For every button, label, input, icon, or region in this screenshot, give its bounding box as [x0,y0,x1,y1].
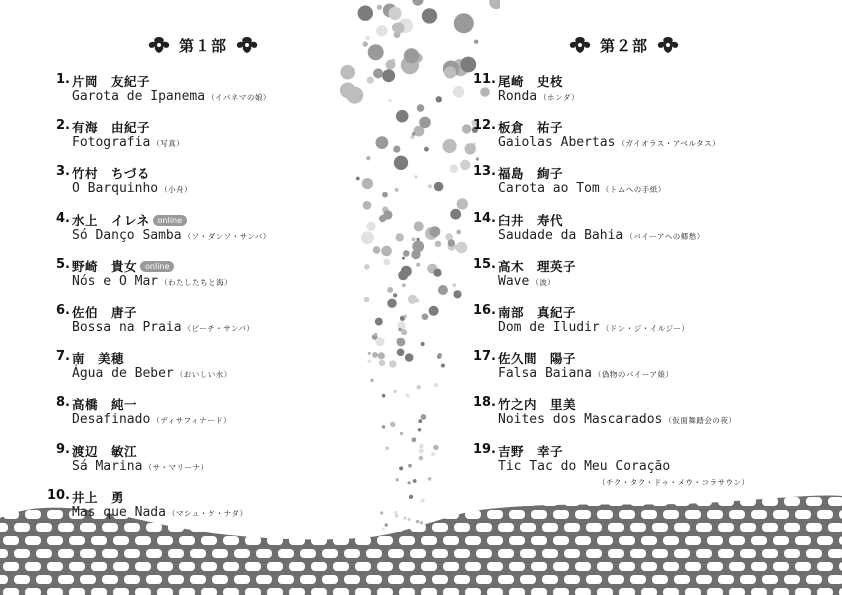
bubble [433,269,441,277]
part-1-title-text: 第１部 [179,36,228,55]
song-translation: （マシュ・ケ・ナダ） [167,508,248,518]
bubble [419,456,424,461]
entry-number: 9. [56,441,70,457]
program-entry [468,211,838,251]
song-translation: （トムへの手紙） [601,185,666,195]
song-title-text: Fotografia [72,135,151,151]
song-title [72,228,271,243]
performer-name-text: 佐久間 陽子 [498,351,577,367]
performer-name [72,164,150,182]
bubble [386,60,396,70]
song-translation: （ディサフィナード） [152,416,232,426]
song-title-text: Garota de Ipanema [72,89,206,104]
program-entry [42,488,412,528]
performer-name [72,349,124,367]
bubble [450,209,461,220]
performer-name-text: 井上 勇 [72,489,125,505]
song-title-text: Carota ao Tom [498,181,600,197]
song-title [498,366,674,381]
program-entry [468,441,838,487]
bubble [448,239,455,246]
entry-number: 3. [56,164,70,180]
online-badge: online [140,261,174,272]
performer-name [498,395,576,413]
bubble [414,175,418,179]
bubble [443,139,457,153]
entry-number: 19. [472,441,496,457]
program-entry [42,303,412,343]
entry-number: 11. [472,72,496,87]
performer-name-text: 尾崎 史枝 [498,74,564,89]
song-title [72,181,192,196]
bubble [424,147,429,152]
entry-number: 10. [46,487,70,503]
song-translation: （わたしたちと海） [160,277,233,287]
entry-number: 4. [56,210,70,226]
entry-number: 16. [472,303,496,318]
bubble [417,385,421,389]
song-title [498,320,690,335]
entry-number: 7. [56,349,70,365]
song-translation: （小舟） [160,185,193,195]
program-entry [42,257,412,297]
song-translation: （ビーチ・サンバ） [183,324,255,333]
bubble [444,66,456,78]
song-title [498,181,666,196]
song-title [72,135,184,150]
program-entry [42,442,412,482]
bubble [430,226,441,237]
song-title [498,412,736,427]
bubble [418,419,422,423]
song-title-text: Sá Marina [72,458,143,474]
entry-number: 8. [56,395,70,411]
ornament-icon [233,35,261,55]
song-title [72,89,271,104]
bubble [389,7,402,20]
entry-number: 13. [472,164,496,180]
bubble [416,263,420,267]
program-entry [468,72,838,112]
bubble [421,342,425,346]
part-1-title [145,34,261,56]
bubble [417,104,425,112]
program-entry [468,164,838,204]
song-title-text: Falsa Baiana [498,366,592,382]
song-translation: （仮面舞踏会の夜） [664,416,737,426]
performer-name [498,72,563,90]
entry-number: 18. [472,395,496,411]
bubble [365,36,370,41]
bubble [412,237,416,241]
bubble [457,198,468,209]
song-translation: （ホンダ） [539,93,580,102]
entry-number: 15. [472,256,496,272]
song-title-text: Tic Tac do Meu Coração [498,458,671,474]
song-title-text: Desafinado [72,412,151,428]
performer-name-text: 竹村 ちづる [72,166,150,182]
entry-number: 1. [56,72,70,87]
performer-name-text: 野崎 貴女 [72,258,138,274]
song-title [498,228,705,243]
song-title [498,89,579,104]
bubble [412,0,423,6]
performer-name [498,442,563,460]
performer-name [498,349,576,367]
bubble [438,285,448,295]
entry-number: 5. [56,256,70,272]
bubble [434,383,439,388]
song-translation: （写真） [152,139,185,149]
program-entry [468,349,838,389]
performer-name-text: 高木 理英子 [498,258,577,274]
song-title-text: Mas que Nada [72,504,166,520]
bubble [436,96,442,102]
performer-name-text: 南 美穂 [72,351,125,367]
song-title [72,320,254,335]
bubble [441,364,445,368]
entry-number: 6. [56,303,70,318]
song-title-text: Saudade da Bahia [498,227,624,243]
performer-name [72,303,137,321]
song-title-text: Gaiolas Abertas [498,135,616,151]
bubble [433,445,438,450]
bubble [452,283,456,287]
bubble [414,221,424,231]
program-entry [42,118,412,158]
bubble [434,182,444,192]
program-entry [42,72,412,112]
performer-name [498,303,576,321]
performer-name [72,72,150,90]
bubble [376,25,387,36]
performer-name [72,211,187,229]
bubble [454,13,474,33]
bubble [377,5,382,10]
performer-name [498,211,563,229]
performer-name-text: 有海 由紀子 [72,120,151,136]
bubble [403,250,410,257]
performer-name-text: 片岡 友紀子 [72,74,151,89]
bubble [419,117,431,129]
entry-number: 17. [472,349,496,365]
song-title [498,459,670,474]
performer-name-text: 佐伯 唐子 [72,305,138,320]
bubble [404,48,419,63]
bubble [438,353,442,357]
performer-name [498,164,563,182]
song-translation: （偽物のバイーア娘） [593,370,674,380]
program-entry [42,164,412,204]
bubble [435,241,441,247]
program-entry [42,395,412,435]
program-entry [42,211,412,251]
bubble [419,444,424,449]
bubble [368,44,384,60]
bubble [394,390,397,393]
performer-name [72,118,150,136]
bubble [392,23,401,32]
program-entry [468,395,838,435]
program-entry [468,118,838,158]
entry-number: 12. [472,118,496,134]
song-title [72,366,232,381]
song-translation: （チク・タク・ドゥ・メウ・コラサウン） [598,477,750,487]
song-translation: （バイーアへの郷愁） [625,231,705,241]
online-badge: online [153,215,187,226]
bubble [453,290,461,298]
song-title-text: O Barquinho [72,181,159,197]
song-title-text: Wave [498,273,530,289]
song-translation: （ドン・ジ・イルジー） [601,324,690,333]
program-entry [42,349,412,389]
bubble [453,86,465,98]
performer-name-text: 南部 真紀子 [498,305,577,320]
ornament-icon [654,35,682,55]
bubble [364,297,370,303]
bubble [363,41,368,46]
bubble [412,437,417,442]
performer-name-text: 竹之内 里美 [498,397,577,413]
bubble [422,313,429,320]
song-translation: （おいしい水） [175,370,232,380]
performer-name-text: 福島 絢子 [498,166,564,182]
song-title-text: Nós e O Mar [72,273,159,289]
bubble [411,250,420,259]
song-title [72,412,231,427]
song-title-text: Só Danço Samba [72,227,182,243]
bubble [456,230,461,235]
part-2-title-text: 第２部 [600,36,649,55]
song-title [72,274,232,289]
performer-name-text: 臼井 寿代 [498,212,564,228]
song-translation: （イパネマの娘） [207,93,271,102]
entry-number: 2. [56,118,70,134]
song-title-text: Noites dos Mascarados [498,412,663,428]
performer-name [72,442,137,460]
song-translation: （ガイオラス・アベルタス） [617,139,721,149]
song-translation: （サ・マリーナ） [144,462,209,472]
program-entry [468,257,838,297]
song-title-text: Água de Beber [72,366,174,382]
part-2-title [566,34,682,56]
bubble [429,306,439,316]
bubble [417,238,420,241]
bubble [422,8,437,23]
song-title-text: Dom de Iludir [498,320,600,335]
bubble [412,132,416,136]
ornament-icon [566,35,594,55]
performer-name-text: 高橋 純一 [72,397,138,413]
performer-name-text: 板倉 祐子 [498,120,564,136]
song-title-text: Bossa na Praia [72,320,182,335]
performer-name [72,488,124,506]
bubble [431,452,435,456]
bubble [428,184,432,188]
bubble [489,0,500,9]
performer-name [498,118,563,136]
bubble [418,428,421,431]
bubble [460,57,476,73]
bubble [474,40,478,44]
bubble [421,414,427,420]
performer-name [498,257,576,275]
song-title [72,505,248,520]
performer-name-text: 水上 イレネ [72,212,150,228]
bubble [358,6,373,21]
bubble [419,449,424,454]
performer-name-text: 吉野 幸子 [498,443,564,459]
ornament-icon [145,35,173,55]
performer-name [72,395,137,413]
song-title [498,274,555,289]
song-translation: （波） [531,277,556,287]
song-translation: （ソ・ダンソ・サンバ） [183,231,271,241]
program-entry [468,303,838,343]
song-title-text: Ronda [498,89,538,104]
bubble [456,242,468,254]
song-title [498,135,720,150]
performer-name-text: 渡辺 敏江 [72,443,138,459]
song-title [72,459,208,474]
entry-number: 14. [472,210,496,226]
bubble [450,164,459,173]
performer-name [72,257,174,275]
